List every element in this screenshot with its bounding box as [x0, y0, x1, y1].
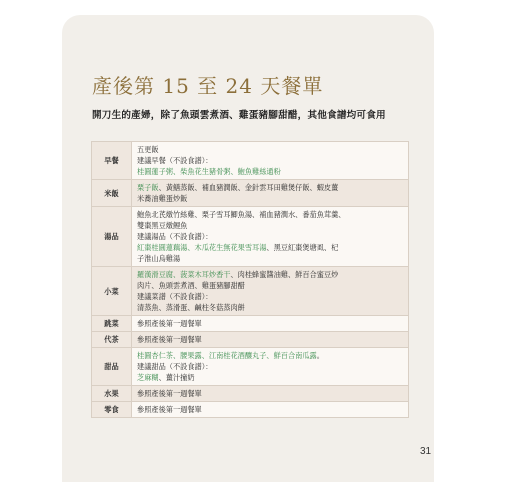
menu-row — [92, 142, 409, 180]
menu-line — [137, 372, 403, 383]
menu-row — [92, 402, 409, 418]
dish-text: 參照產後第一週餐單 — [137, 405, 202, 414]
recommended-dish-text: 羅漢滑豆腐、菠菜木耳炒香干 — [137, 270, 231, 279]
dish-text: 米蕎油雞蛋炒飯 — [137, 194, 188, 203]
dish-text: 參照產後第一週餐單 — [137, 335, 202, 344]
menu-content — [132, 316, 409, 332]
menu-line — [137, 280, 403, 291]
dish-text: 建議菜譜（不設食譜）： — [137, 292, 213, 301]
menu-category: 水果 — [92, 386, 132, 402]
menu-category: 零食 — [92, 402, 132, 418]
menu-line — [137, 334, 403, 345]
recommended-dish-text: 栗子飯 — [137, 183, 159, 192]
recommended-dish-text: 紅棗桂圓蓮藕湯、木瓜花生無花果雪耳湯 — [137, 243, 267, 252]
dish-text: 子淮山烏雞湯 — [137, 254, 181, 263]
dish-text: 建議早餐（不設食譜）： — [137, 156, 213, 165]
menu-category: 米飯 — [92, 180, 132, 207]
menu-row — [92, 386, 409, 402]
menu-line — [137, 269, 403, 280]
menu-content — [132, 267, 409, 316]
dish-text: 、黃鱔蒸飯、補血豬潤飯、金針雲耳田雞煲仔飯、蝦皮薑 — [158, 183, 339, 192]
menu-line — [137, 388, 403, 399]
dish-text: 鮑魚北芪燉竹絲雞、栗子雪耳鯽魚湯、補血豬潤水、番茄魚茸羹、 — [137, 210, 346, 219]
menu-line — [137, 182, 403, 193]
menu-line — [137, 193, 403, 204]
menu-row — [92, 207, 409, 267]
menu-line — [137, 144, 403, 155]
menu-category: 早餐 — [92, 142, 132, 180]
page-subtitle: 開刀生的產婦，除了魚頭雲煮酒、雞蛋豬腳甜醋，其他食譜均可食用 — [92, 110, 386, 121]
menu-line — [137, 220, 403, 231]
recommended-dish-text: 芝麻糊 — [137, 373, 159, 382]
menu-line — [137, 209, 403, 220]
menu-line — [137, 404, 403, 415]
menu-row — [92, 348, 409, 386]
recommended-dish-text: 桂圓杏仁茶、腰果露、江南桂花酒釀丸子、鮮百合南瓜露 — [137, 351, 317, 360]
menu-line — [137, 242, 403, 253]
menu-content — [132, 207, 409, 267]
dish-text: 、肉桂蜂蜜醬油雞、鮮百合蜜豆炒 — [230, 270, 339, 279]
dish-text: 五更飯 — [137, 145, 159, 154]
menu-content — [132, 332, 409, 348]
page-title: 產後第 15 至 24 天餐單 — [92, 74, 324, 98]
menu-content — [132, 142, 409, 180]
dish-text: 參照產後第一週餐單 — [137, 319, 202, 328]
menu-line — [137, 302, 403, 313]
menu-content — [132, 386, 409, 402]
menu-category: 代茶 — [92, 332, 132, 348]
menu-line — [137, 318, 403, 329]
menu-row — [92, 332, 409, 348]
menu-content — [132, 402, 409, 418]
page-number: 31 — [420, 446, 432, 457]
menu-line — [137, 253, 403, 264]
dish-text: 清蒸魚、蒸滑蛋、鹹柱冬菇蒸肉餅 — [137, 303, 245, 312]
menu-line — [137, 166, 403, 177]
menu-line — [137, 291, 403, 302]
menu-row — [92, 316, 409, 332]
menu-line — [137, 361, 403, 372]
dish-text: 參照產後第一週餐單 — [137, 389, 202, 398]
menu-content — [132, 180, 409, 207]
menu-category: 跳菜 — [92, 316, 132, 332]
menu-line — [137, 350, 403, 361]
recommended-dish-text: 桂圓蓮子粥、柴魚花生豬骨粥、鮑魚雞絲通粉 — [137, 167, 281, 176]
dish-text: 建議甜品（不設食譜）： — [137, 362, 213, 371]
dish-text: 、黑豆紅棗煲塘虱、杞 — [266, 243, 339, 252]
menu-category: 甜品 — [92, 348, 132, 386]
menu-content — [132, 348, 409, 386]
dish-text: 雙棗黑豆燉鯉魚 — [137, 221, 188, 230]
menu-line — [137, 231, 403, 242]
menu-category: 小菜 — [92, 267, 132, 316]
dish-text: 建議湯品（不設食譜）： — [137, 232, 213, 241]
menu-category: 湯品 — [92, 207, 132, 267]
menu-row — [92, 267, 409, 316]
dish-text: 。 — [316, 351, 324, 360]
dish-text: 肉片、魚頭雲煮酒、雞蛋豬腳甜醋 — [137, 281, 245, 290]
menu-line — [137, 155, 403, 166]
menu-table — [91, 141, 409, 418]
dish-text: 、薑汁撞奶 — [158, 373, 195, 382]
menu-row — [92, 180, 409, 207]
